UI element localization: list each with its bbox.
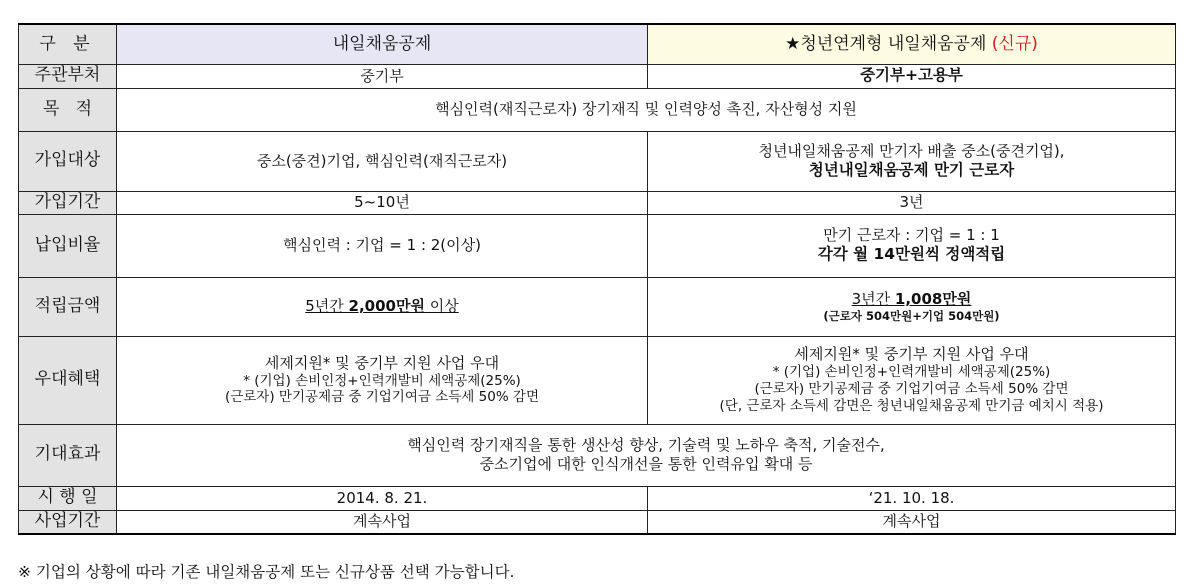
- row-label: 우대혜택: [19, 336, 117, 424]
- row-label: 기대효과: [19, 424, 117, 486]
- amount-text: [305, 297, 458, 315]
- row-ministry: [19, 64, 1176, 88]
- cell-existing: [117, 277, 648, 336]
- row-label: 목 적: [19, 88, 117, 131]
- header-col-new-title: 청년연계형 내일채움공제: [800, 33, 987, 54]
- header-col-new: [648, 24, 1176, 64]
- cell-line: 중소기업에 대한 인식개선을 통한 인력유입 확대 등: [479, 455, 813, 473]
- cell-existing: [117, 336, 648, 424]
- cell-line: * (기업) 손비인정+인력개발비 세액공제(25%): [772, 364, 1051, 381]
- cell-existing: 중소(중견)기업, 핵심인력(재직근로자): [117, 131, 648, 191]
- cell-merged: 핵심인력(재직근로자) 장기재직 및 인력양성 촉진, 자산형성 지원: [117, 88, 1176, 131]
- cell-existing: 계속사업: [117, 510, 648, 534]
- cell-new: 계속사업: [648, 510, 1176, 534]
- cell-new: [648, 131, 1176, 191]
- row-label: 가입기간: [19, 191, 117, 214]
- amount-value: 1,008만원: [894, 289, 972, 308]
- amount-suffix: 이상: [424, 297, 459, 316]
- amount-prefix: 5년간: [305, 297, 349, 316]
- row-duration: [19, 510, 1176, 534]
- cell-line: 세제지원* 및 중기부 지원 사업 우대: [264, 353, 500, 372]
- cell-new: 3년: [648, 191, 1176, 214]
- header-label: 구 분: [19, 24, 117, 64]
- amount-text: [652, 290, 1171, 309]
- footnote: ※ 기업의 상황에 따라 기존 내일채움공제 또는 신규상품 선택 가능합니다.: [18, 563, 515, 581]
- row-benefits: [19, 336, 1176, 424]
- row-effect: [19, 424, 1176, 486]
- row-start-date: [19, 486, 1176, 510]
- cell-line: * (기업) 손비인정+인력개발비 세액공제(25%): [243, 372, 521, 389]
- row-label: 사업기간: [19, 510, 117, 534]
- row-eligibility: [19, 131, 1176, 191]
- amount-prefix: 3년간: [851, 289, 895, 308]
- cell-line: (근로자) 만기공제금 중 기업기여금 소득세 50% 감면: [224, 389, 540, 406]
- header-col-existing: 내일채움공제: [117, 24, 648, 64]
- amount-value: 2,000만원: [348, 297, 425, 316]
- cell-line: 만기 근로자 : 기업 = 1 : 1: [823, 226, 1000, 245]
- row-purpose: [19, 88, 1176, 131]
- row-label: 시 행 일: [19, 486, 117, 510]
- header-row: [19, 24, 1176, 64]
- row-ratio: [19, 214, 1176, 277]
- cell-line: 세제지원* 및 중기부 지원 사업 우대: [794, 345, 1029, 364]
- cell-line: (근로자) 만기공제금 중 기업기여금 소득세 50% 감면: [754, 380, 1069, 397]
- star-icon: ★: [785, 33, 801, 54]
- new-badge: (신규): [991, 33, 1038, 54]
- row-label: 적립금액: [19, 277, 117, 336]
- cell-existing: 5~10년: [117, 191, 648, 214]
- amount-breakdown: (근로자 504만원+기업 504만원): [823, 308, 1000, 323]
- row-period: [19, 191, 1176, 214]
- cell-line: 청년내일채움공제 만기자 배출 중소(중견기업),: [758, 141, 1065, 160]
- cell-new: 중기부+고용부: [648, 64, 1176, 88]
- row-amount: [19, 277, 1176, 336]
- cell-existing: 중기부: [117, 64, 648, 88]
- row-label: 가입대상: [19, 131, 117, 191]
- cell-merged: [117, 424, 1176, 486]
- cell-existing: 핵심인력 : 기업 = 1 : 2(이상): [117, 214, 648, 277]
- cell-line: 각각 월 14만원씩 정액적립: [817, 245, 1006, 264]
- row-label: 주관부처: [19, 64, 117, 88]
- cell-new: [648, 277, 1176, 336]
- cell-line: (단, 근로자 소득세 감면은 청년내일채움공제 만기금 예치시 적용): [719, 397, 1104, 414]
- cell-line: 핵심인력 장기재직을 통한 생산성 향상, 기술력 및 노하우 축적, 기술전수,: [407, 436, 885, 455]
- row-label: 납입비율: [19, 214, 117, 277]
- cell-line: 청년내일채움공제 만기 근로자: [808, 160, 1015, 179]
- cell-new: ‘21. 10. 18.: [648, 486, 1176, 510]
- cell-new: [648, 336, 1176, 424]
- comparison-table: [18, 23, 1176, 535]
- cell-existing: 2014. 8. 21.: [117, 486, 648, 510]
- cell-new: [648, 214, 1176, 277]
